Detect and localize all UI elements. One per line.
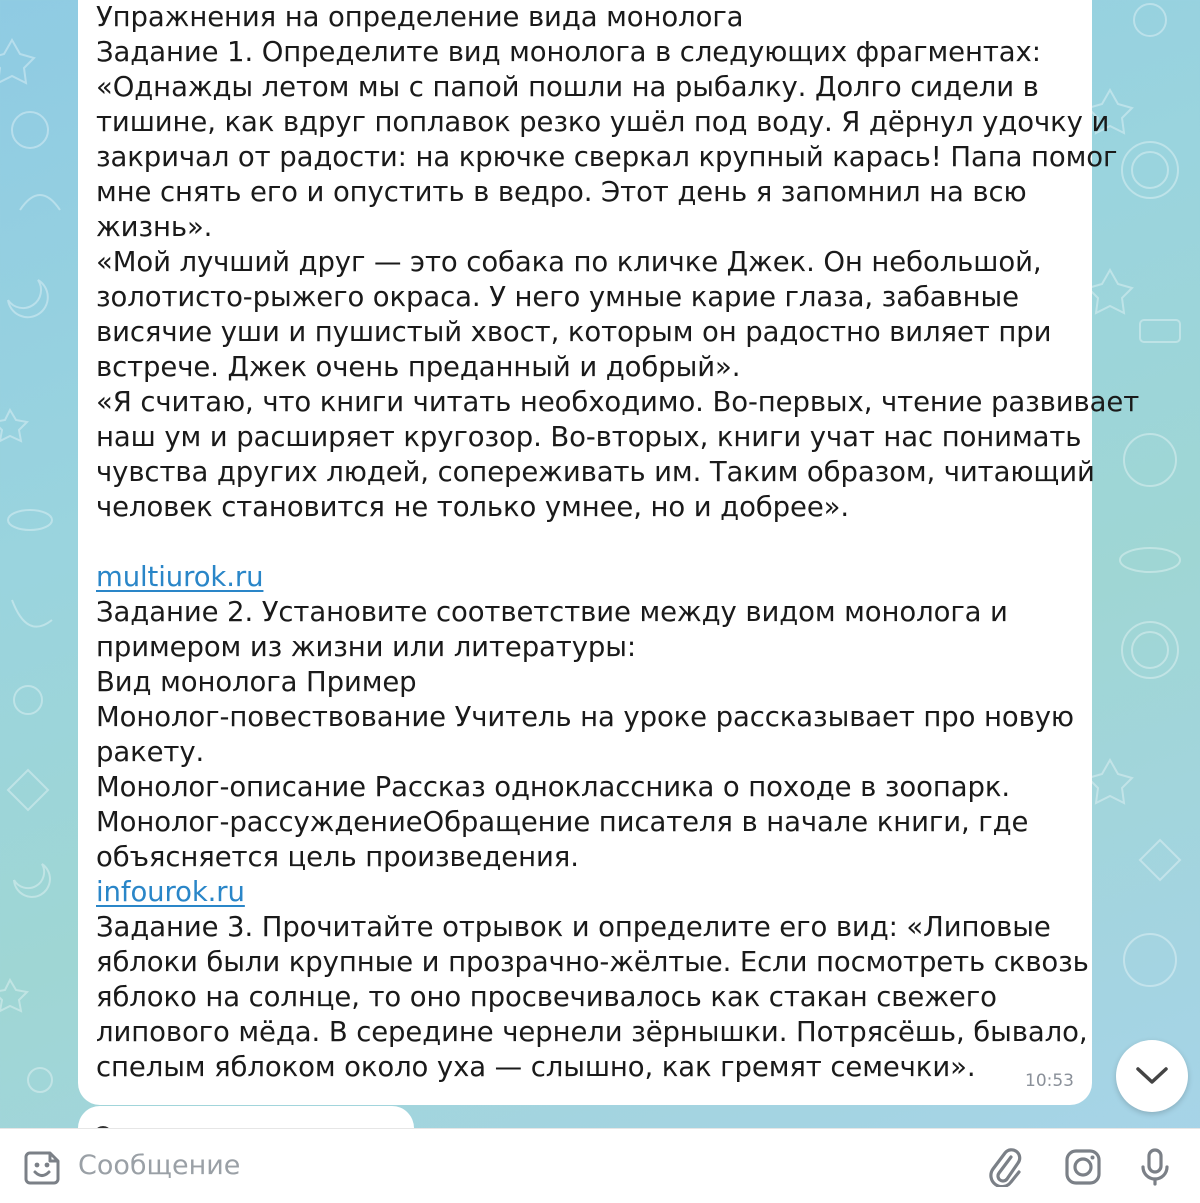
message-line: Вид монолога Пример [96, 666, 417, 698]
message-link-line[interactable] [96, 875, 1086, 910]
message-line: мне снять его и опустить в ведро. Этот день я запомнил на всю [96, 176, 1027, 208]
message-line: Упражнения на определение вида монолога [96, 1, 744, 33]
camera-icon [1063, 1147, 1103, 1187]
message-line: спелым яблоком около уха — слышно, как гремят семечки». [96, 1051, 976, 1083]
message-blank-line [96, 525, 1086, 560]
message-text [96, 0, 1140, 1085]
message-line: чувства других людей, сопереживать им. Таким образом, читающий [96, 456, 1095, 488]
message-line: Задание 1. Определите вид монолога в следующих фрагментах: [96, 36, 1041, 68]
message-line: тишине, как вдруг поплавок резко ушёл под воду. Я дёрнул удочку и [96, 106, 1110, 138]
message-input[interactable] [78, 1143, 958, 1189]
message-line: золотисто-рыжего окраса. У него умные карие глаза, забавные [96, 281, 1019, 313]
message-link[interactable]: multiurok.ru [96, 561, 264, 593]
emoji-sticker-button[interactable] [22, 1147, 62, 1187]
message-line: «Однажды летом мы с папой пошли на рыбалку. Долго сидели в [96, 71, 1039, 103]
message-line: висячие уши и пушистый хвост, которым он радостно виляет при [96, 316, 1052, 348]
paperclip-icon [987, 1147, 1023, 1187]
sticker-emoji-icon [22, 1147, 62, 1187]
message-line: ракету. [96, 736, 205, 768]
message-line: Монолог-рассуждениеОбращение писателя в начале книги, где [96, 806, 1029, 838]
chevron-down-icon [1135, 1066, 1169, 1086]
message-link-line[interactable] [96, 560, 1086, 595]
message-line: яблоко на солнце, то оно просвечивалось как стакан свежего [96, 981, 997, 1013]
message-timestamp: 10:53 [1025, 1071, 1074, 1091]
camera-button[interactable] [1062, 1146, 1104, 1188]
scroll-down-button[interactable] [1116, 1040, 1188, 1112]
voice-message-button[interactable] [1134, 1146, 1176, 1188]
message-line: закричал от радости: на крючке сверкал крупный карась! Папа помог [96, 141, 1118, 173]
message-line: яблоки были крупные и прозрачно-жёлтые. Если посмотреть сквозь [96, 946, 1089, 978]
message-bubble[interactable] [78, 0, 1140, 1105]
message-line: Монолог-описание Рассказ одноклассника о походе в зоопарк. [96, 771, 1010, 803]
message-composer [0, 1128, 1200, 1203]
microphone-icon [1137, 1147, 1173, 1187]
message-line: примером из жизни или литературы: [96, 631, 637, 663]
message-line: человек становится не только умнее, но и добрее». [96, 491, 850, 523]
attach-button[interactable] [984, 1146, 1026, 1188]
message-line: «Мой лучший друг — это собака по кличке Джек. Он небольшой, [96, 246, 1042, 278]
message-line: «Я считаю, что книги читать необходимо. Во-первых, чтение развивает [96, 386, 1140, 418]
message-line: объясняется цель произведения. [96, 841, 579, 873]
message-line: наш ум и расширяет кругозор. Во-вторых, книги учат нас понимать [96, 421, 1082, 453]
message-line: липового мёда. В середине чернели зёрнышки. Потрясёшь, бывало, [96, 1016, 1088, 1048]
message-line: жизнь». [96, 211, 213, 243]
message-link[interactable]: infourok.ru [96, 876, 245, 908]
message-line: Монолог-повествование Учитель на уроке рассказывает про новую [96, 701, 1074, 733]
message-line: встрече. Джек очень преданный и добрый». [96, 351, 741, 383]
message-line: Задание 2. Установите соответствие между видом монолога и [96, 596, 1008, 628]
message-line: Задание 3. Прочитайте отрывок и определите его вид: «Липовые [96, 911, 1051, 943]
